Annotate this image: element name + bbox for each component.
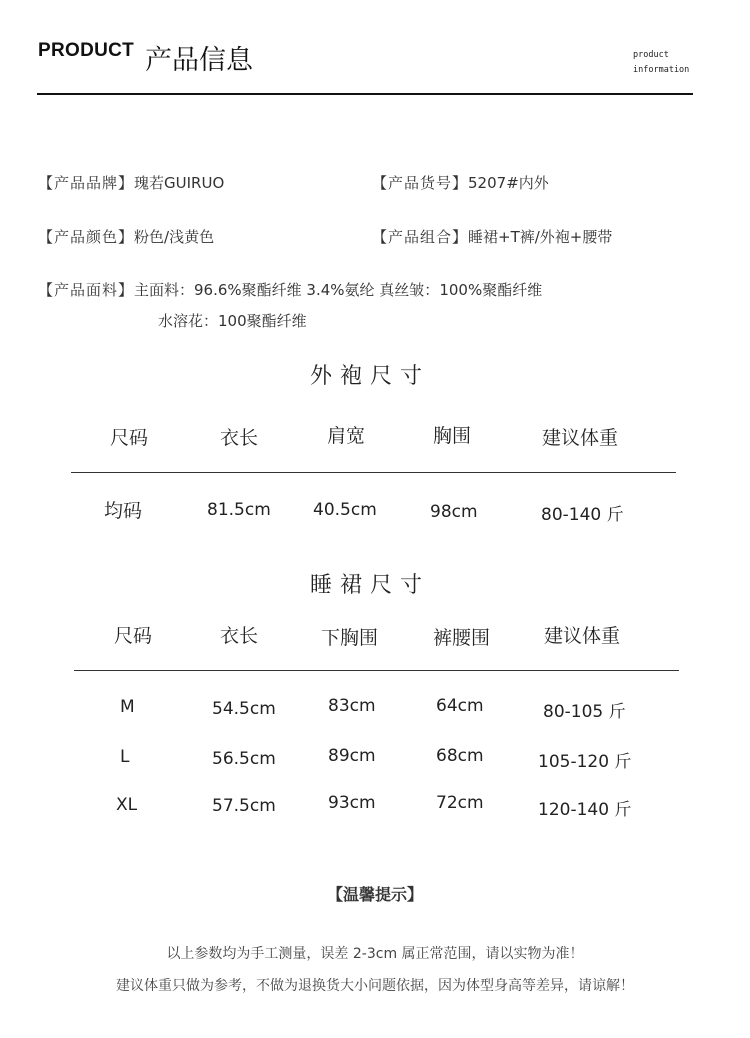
- info-brand: [38, 172, 224, 193]
- robe-header-length: 衣长: [220, 427, 259, 449]
- dress-row-l-length: 56.5cm: [212, 749, 276, 769]
- robe-cell-size: 均码: [104, 500, 143, 522]
- dress-header-length: 衣长: [220, 625, 259, 647]
- dress-row-m-length: 54.5cm: [212, 699, 276, 719]
- info-sku-label: 【产品货号】: [372, 174, 469, 192]
- dress-row-xl-underbust: 93cm: [328, 793, 376, 813]
- dress-header-size: 尺码: [114, 625, 153, 647]
- robe-header-bust: 胸围: [433, 425, 472, 447]
- header-side-line1: product: [633, 50, 669, 60]
- robe-header-weight: 建议体重: [542, 427, 619, 449]
- robe-header-size: 尺码: [110, 427, 149, 449]
- dress-row-xl-size: XL: [116, 795, 138, 815]
- robe-size-title: 外袍尺寸: [310, 364, 431, 389]
- dress-header-weight: 建议体重: [544, 625, 621, 647]
- info-color: [38, 226, 214, 247]
- info-fabric-label: 【产品面料】: [38, 281, 135, 299]
- dress-row-m-underbust: 83cm: [328, 696, 376, 716]
- robe-cell-weight: 80-140 斤: [541, 505, 624, 525]
- info-color-value: 粉色/浅黄色: [134, 228, 215, 246]
- info-fabric: [38, 279, 542, 300]
- info-fabric-line2: 水溶花：100聚酯纤维: [158, 312, 307, 330]
- dress-size-title: 睡裙尺寸: [310, 573, 431, 598]
- dress-row-m-weight: 80-105 斤: [543, 702, 626, 722]
- page-title: 产品信息: [145, 45, 253, 76]
- header-side-caption: [633, 48, 689, 78]
- dress-row-m-waist: 64cm: [436, 696, 484, 716]
- dress-row-l-size: L: [120, 747, 130, 767]
- dress-row-xl-weight: 120-140 斤: [538, 800, 632, 820]
- tips-line-2: 建议体重只做为参考，不做为退换货大小问题依据，因为体型身高等差异，请谅解！: [116, 978, 634, 994]
- tips-line-1: 以上参数均为手工测量，误差 2-3cm 属正常范围，请以实物为准！: [166, 946, 584, 962]
- dress-table-rule: [74, 670, 679, 671]
- robe-cell-length: 81.5cm: [207, 500, 271, 520]
- info-combo-label: 【产品组合】: [372, 228, 469, 246]
- header-brand-word: PRODUCT: [38, 40, 135, 61]
- robe-header-shoulder: 肩宽: [327, 425, 366, 447]
- info-brand-label: 【产品品牌】: [38, 174, 135, 192]
- robe-cell-bust: 98cm: [430, 502, 478, 522]
- dress-row-l-underbust: 89cm: [328, 746, 376, 766]
- info-combo: [372, 226, 612, 247]
- info-color-label: 【产品颜色】: [38, 228, 135, 246]
- info-fabric-line1: 主面料：96.6%聚酯纤维 3.4%氨纶 真丝皱：100%聚酯纤维: [134, 281, 543, 299]
- dress-header-underbust: 下胸围: [321, 627, 379, 649]
- dress-row-xl-length: 57.5cm: [212, 796, 276, 816]
- dress-header-waist: 裤腰围: [433, 627, 491, 649]
- dress-row-xl-waist: 72cm: [436, 793, 484, 813]
- header-side-line2: information: [633, 65, 690, 75]
- info-sku-value: 5207#内外: [468, 174, 549, 192]
- header-divider: [37, 93, 693, 95]
- info-combo-value: 睡裙+T裤/外袍+腰带: [468, 228, 613, 246]
- dress-row-m-size: M: [120, 697, 135, 717]
- info-sku: [372, 172, 549, 193]
- robe-table-rule: [71, 472, 676, 473]
- info-brand-value: 瑰若GUIRUO: [134, 174, 225, 192]
- tips-title: 【温馨提示】: [326, 885, 423, 904]
- dress-row-l-waist: 68cm: [436, 746, 484, 766]
- dress-row-l-weight: 105-120 斤: [538, 752, 632, 772]
- robe-cell-shoulder: 40.5cm: [313, 500, 377, 520]
